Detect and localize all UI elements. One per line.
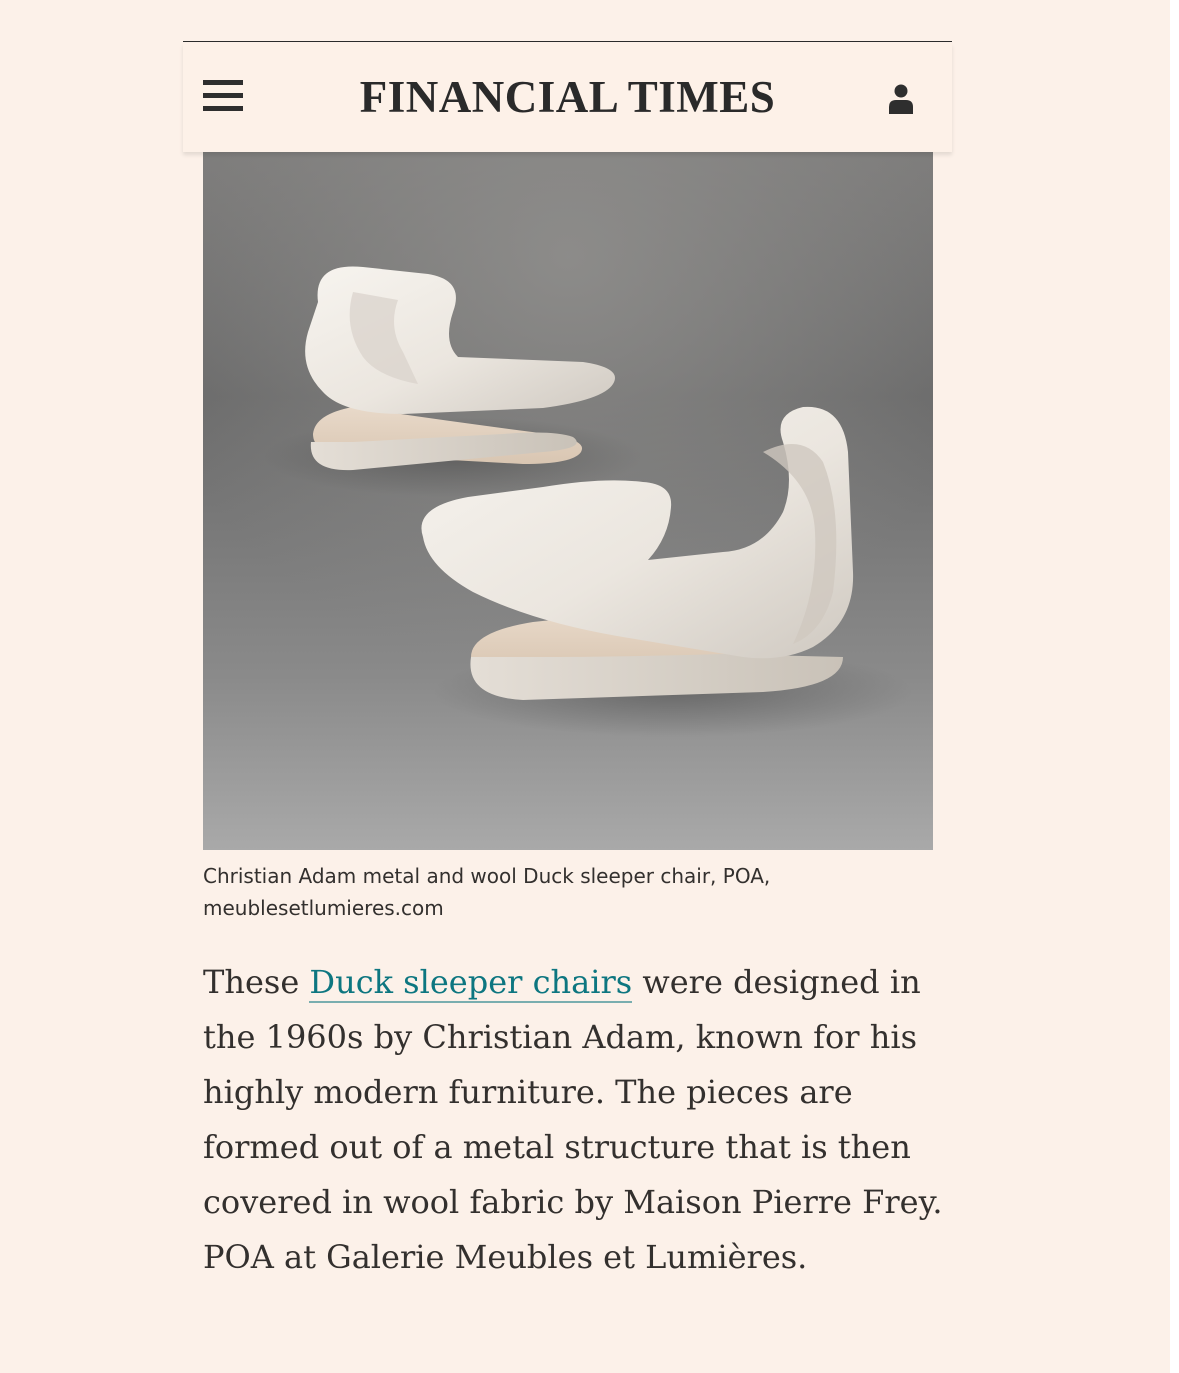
article-photo <box>203 152 933 850</box>
paragraph-line: POA at Galerie Meubles et Lumières. <box>203 1238 808 1276</box>
paragraph-line: the 1960s by Christian Adam, known for his <box>203 1018 917 1056</box>
site-header <box>183 43 952 152</box>
caption-line: meublesetlumieres.com <box>203 896 444 920</box>
paragraph-line: covered in wool fabric by Maison Pierre Frey. <box>203 1183 943 1221</box>
site-logo[interactable]: FINANCIAL TIMES <box>359 72 776 122</box>
duck-sleeper-chairs-link[interactable]: Duck sleeper chairs <box>309 963 633 1001</box>
paragraph-line <box>203 955 943 1010</box>
paragraph-text: were designed in <box>632 963 921 1001</box>
paragraph-text: These <box>203 963 310 1001</box>
user-account-icon[interactable] <box>888 83 914 115</box>
paragraph-line: highly modern furniture. The pieces are <box>203 1073 853 1111</box>
article-paragraph <box>203 955 943 1285</box>
page-edge <box>1170 0 1179 1373</box>
paragraph-line: formed out of a metal structure that is then <box>203 1128 911 1166</box>
top-divider <box>183 41 952 42</box>
caption-line: Christian Adam metal and wool Duck sleeper chair, POA, <box>203 864 771 888</box>
image-caption <box>203 860 903 924</box>
